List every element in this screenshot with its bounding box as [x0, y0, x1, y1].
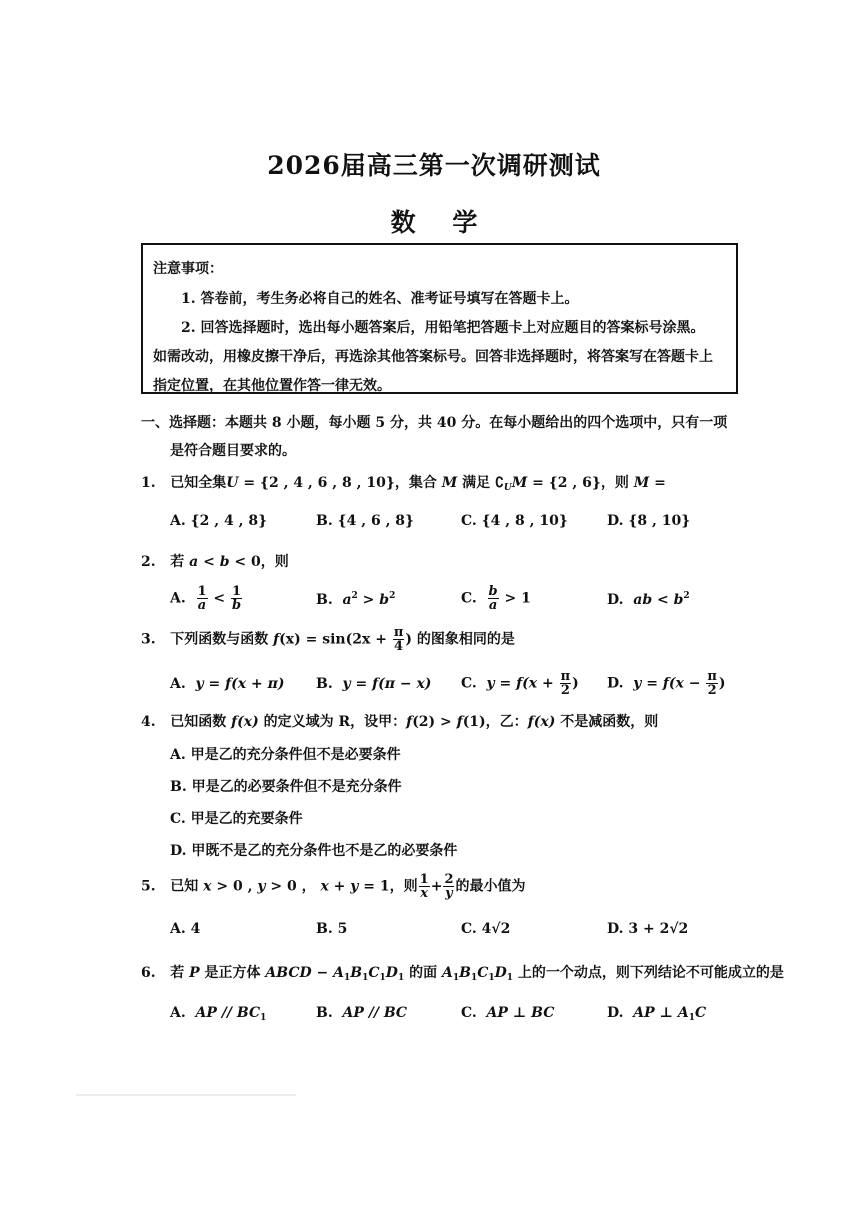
q4-text-f: (2) > — [412, 714, 457, 730]
q4-text-d: 的定义域为 R，设甲： — [258, 714, 407, 730]
q6-text-c: 是正方体 — [199, 965, 266, 981]
q3-c-label: C. — [461, 675, 477, 692]
q6-d-c: C — [694, 1005, 707, 1021]
question-3-number: 3. — [141, 631, 156, 648]
q1-text-c: = {2 , 4 , 6 , 8 , 10}，集合 — [238, 475, 442, 491]
q2-option-c — [461, 585, 531, 612]
q6-sub-4: 1 — [397, 973, 405, 983]
q1-option-a: A. {2 , 4 , 8} — [170, 513, 268, 529]
question-1-stem — [141, 472, 666, 493]
notice-item-2-line-3: 指定位置，在其他位置作答一律无效。 — [153, 378, 391, 394]
q6-text-l: 的面 — [404, 965, 442, 981]
q5-option-a: A. 4 — [170, 921, 201, 937]
q3-a-expr: y = f(x + π) — [195, 676, 285, 692]
q1-var-u: U — [226, 475, 239, 491]
q6-face-b: B — [459, 965, 471, 981]
q4-option-d: D. 甲既不是乙的充分条件也不是乙的必要条件 — [170, 843, 458, 859]
q3-var-f: f — [273, 631, 280, 648]
q2-a-label: A. — [170, 590, 186, 607]
q2-a-den-2: b — [232, 598, 242, 613]
q3-frac — [393, 626, 405, 653]
subject-title: 数 学 — [390, 208, 478, 237]
q6-sub-6: 1 — [470, 973, 478, 983]
q1-var-m: M — [441, 475, 458, 491]
q5-num-2: 2 — [444, 872, 454, 887]
q2-a-lt: < — [208, 590, 231, 607]
q2-option-a — [170, 585, 243, 612]
q3-text-a: 下列函数与函数 — [170, 631, 274, 648]
q6-sub-2: 1 — [362, 973, 369, 983]
q5-text-e: > 0 ， — [265, 878, 321, 895]
q2-var-b: b — [219, 554, 230, 570]
q3-option-a — [170, 676, 284, 692]
question-4-stem — [141, 711, 658, 731]
q3-b-label: B. — [316, 676, 333, 692]
q3-text-d: ) 的图象相同的是 — [405, 631, 515, 648]
q6-d-sub: 1 — [688, 1013, 695, 1023]
question-5-number: 5. — [141, 878, 156, 895]
q2-c-num: b — [488, 584, 498, 599]
q6-cube-c: C — [368, 965, 380, 981]
q3-a-label: A. — [170, 676, 186, 692]
q3-c-close: ) — [572, 675, 579, 692]
q5-den-1: x — [420, 886, 429, 901]
q5-text-a: 已知 — [170, 878, 204, 895]
q6-sub-7: 1 — [488, 973, 495, 983]
q3-pi: π — [393, 625, 404, 640]
q4-x1: (x) — [237, 714, 259, 730]
q2-text-a: 若 — [170, 554, 190, 570]
q6-option-d — [607, 1005, 706, 1023]
q5-frac-1 — [419, 873, 430, 900]
q6-cube-d: D — [385, 965, 398, 981]
question-1-number: 1. — [141, 475, 156, 491]
q4-option-a: A. 甲是乙的充分条件但不是必要条件 — [170, 747, 401, 763]
notice-item-2-line-1: 2. 回答选择题时，选出每小题答案后，用铅笔把答题卡上对应题目的答案标号涂黑。 — [181, 320, 705, 336]
q4-x2: (x) — [533, 714, 556, 730]
q3-c-two: 2 — [560, 683, 570, 698]
q6-sub-3: 1 — [379, 973, 386, 983]
q2-b-label: B. — [316, 592, 333, 608]
q2-b-b: b — [379, 592, 390, 608]
q6-c-label: C. — [461, 1005, 477, 1021]
q5-frac-2 — [443, 873, 454, 900]
q4-f1: f — [231, 714, 238, 730]
question-6-stem — [141, 962, 784, 983]
q2-c-label: C. — [461, 590, 477, 607]
q3-option-b — [316, 676, 431, 692]
question-3-stem — [141, 626, 515, 653]
q3-d-expr: y = f(x − — [633, 675, 706, 692]
q2-var-a: a — [189, 554, 199, 570]
q2-b-a: a — [342, 592, 352, 608]
q2-d-lt: < — [652, 592, 674, 608]
q1-var-m3: M — [633, 475, 650, 491]
q6-sub-8: 1 — [506, 973, 514, 983]
q5-option-c: C. 4√2 — [461, 921, 511, 937]
q6-d-expr: AP ⊥ A — [633, 1005, 689, 1021]
q4-option-c: C. 甲是乙的充要条件 — [170, 811, 303, 827]
q5-x2: x — [320, 878, 329, 895]
q5-num-1: 1 — [419, 872, 429, 887]
q6-text-a: 若 — [170, 965, 190, 981]
q5-plus1: + — [328, 878, 351, 895]
q2-a-frac-2 — [231, 585, 242, 612]
section-heading-line-1: 一、选择题：本题共 8 小题，每小题 5 分，共 40 分。在每小题给出的四个选项中，只有一项 — [141, 415, 728, 431]
q1-option-d: D. {8 , 10} — [607, 513, 691, 529]
q5-y2: y — [350, 878, 359, 895]
q3-c-frac — [560, 670, 572, 697]
q1-option-c: C. {4 , 8 , 10} — [461, 513, 568, 529]
q4-text-h: (1)，乙： — [462, 714, 528, 730]
q6-cube-a: ABCD − A — [265, 965, 344, 981]
exam-title: 2026届高三第一次调研测试 — [267, 151, 601, 180]
q2-option-b — [316, 591, 395, 608]
q6-cube-b: B — [350, 965, 363, 981]
q3-c-expr: y = f(x + — [486, 675, 559, 692]
q6-a-label: A. — [170, 1005, 186, 1021]
q1-var-m2: M — [511, 475, 528, 491]
q2-b-gt: > — [357, 592, 380, 608]
q1-option-b: B. {4 , 6 , 8} — [316, 513, 415, 529]
q1-sub-u: U — [503, 483, 512, 493]
q4-f2: f — [406, 714, 413, 730]
question-4-number: 4. — [141, 714, 156, 730]
q3-expr: (x) = sin(2x + — [279, 631, 392, 648]
q2-lt: < — [198, 554, 220, 570]
q6-c-expr: AP ⊥ BC — [486, 1005, 555, 1021]
q6-sub-5: 1 — [452, 973, 460, 983]
q6-b-label: B. — [316, 1005, 333, 1021]
q6-b-expr: AP // BC — [342, 1005, 408, 1021]
q2-b-sq-2: 2 — [389, 591, 396, 601]
notice-item-2-line-2: 如需改动，用橡皮擦干净后，再选涂其他答案标号。回答非选择题时，将答案写在答题卡上 — [153, 349, 713, 365]
q1-text-h: = {2 , 6}，则 — [527, 475, 634, 491]
q5-den-2: y — [445, 886, 453, 901]
q6-a-expr: AP // BC — [195, 1005, 261, 1021]
q4-option-b: B. 甲是乙的必要条件但不是充分条件 — [170, 779, 402, 795]
q2-a-num-2: 1 — [232, 584, 242, 599]
q2-option-d — [607, 591, 690, 608]
question-2-number: 2. — [141, 554, 156, 570]
q3-d-close: ) — [718, 675, 726, 692]
q6-a-sub: 1 — [260, 1013, 267, 1023]
q3-d-pi: π — [707, 669, 717, 684]
question-2-stem — [141, 551, 289, 571]
section-heading-line-2: 是符合题目要求的。 — [170, 443, 296, 459]
q2-d-ab: ab — [633, 592, 653, 608]
q5-x1: x — [203, 878, 212, 895]
q2-d-label: D. — [607, 592, 624, 608]
q5-text-c: > 0 , — [211, 878, 258, 895]
q3-b-expr: y = f(π − x) — [342, 676, 432, 692]
q6-option-b — [316, 1005, 407, 1021]
q3-option-c — [461, 670, 579, 697]
q6-option-c — [461, 1005, 554, 1021]
q2-c-rest: > 1 — [499, 590, 531, 607]
q2-c-den: a — [488, 598, 498, 613]
q6-option-a — [170, 1005, 266, 1023]
q6-face-c: C — [477, 965, 489, 981]
q3-four: 4 — [394, 639, 404, 654]
q6-d-label: D. — [607, 1005, 624, 1021]
scan-artifact-line — [76, 1094, 296, 1096]
q6-face-a: A — [441, 965, 453, 981]
q6-sub-1: 1 — [344, 973, 351, 983]
q6-face-d: D — [494, 965, 507, 981]
q6-p: P — [189, 965, 200, 981]
q1-text-a: 已知全集 — [170, 475, 227, 491]
q2-c-frac — [488, 585, 499, 612]
q4-f3: f — [456, 714, 463, 730]
q2-d-b: b — [673, 592, 684, 608]
q2-a-den-1: a — [197, 598, 207, 613]
q1-complement: 满足 ∁ — [457, 475, 504, 491]
question-5-stem — [141, 873, 525, 900]
q2-a-frac-1 — [197, 585, 208, 612]
q3-d-frac — [706, 670, 718, 697]
q2-a-num-1: 1 — [197, 584, 207, 599]
q5-text-i: = 1，则 — [358, 878, 418, 895]
q3-d-two: 2 — [707, 683, 717, 698]
q6-text-u: 上的一个动点，则下列结论不可能成立的是 — [513, 965, 784, 981]
q5-option-d: D. 3 + 2√2 — [607, 921, 689, 937]
q3-c-pi: π — [560, 669, 571, 684]
q3-d-label: D. — [607, 675, 624, 692]
notice-item-1: 1. 答卷前，考生务必将自己的姓名、准考证号填写在答题卡上。 — [181, 291, 579, 307]
q2-d-sq: 2 — [683, 591, 690, 601]
q5-y1: y — [257, 878, 266, 895]
q5-option-b: B. 5 — [316, 921, 348, 937]
notice-heading: 注意事项： — [153, 261, 223, 277]
notice-box — [141, 243, 738, 394]
q5-text-j: 的最小值为 — [455, 878, 526, 895]
q4-text-a: 已知函数 — [170, 714, 232, 730]
q4-text-k: 不是减函数，则 — [555, 714, 659, 730]
q1-text-j: = — [649, 475, 666, 491]
question-6-number: 6. — [141, 965, 156, 981]
q2-b-sq-1: 2 — [351, 591, 358, 601]
q3-option-d — [607, 670, 726, 697]
q2-text-e: < 0，则 — [229, 554, 289, 570]
q4-f4: f — [527, 714, 534, 730]
q5-plus2: + — [430, 878, 443, 895]
